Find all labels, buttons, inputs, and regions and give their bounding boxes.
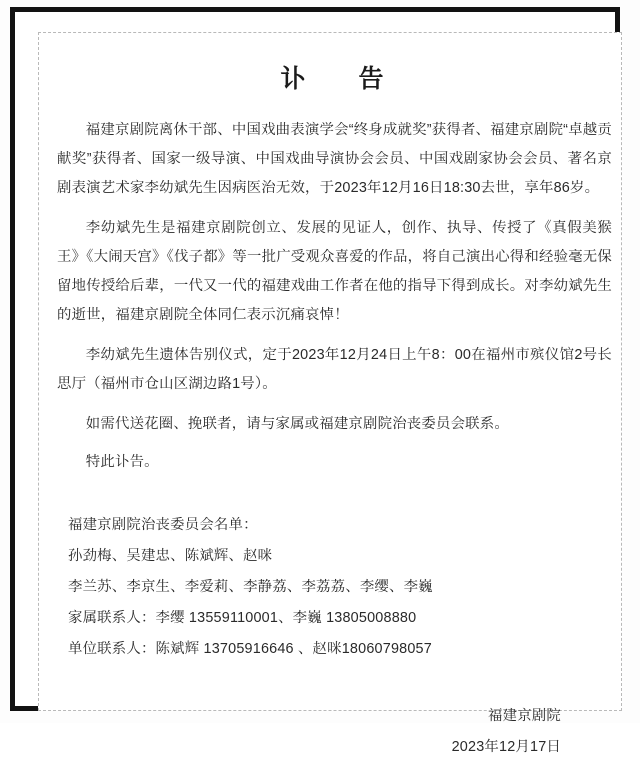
committee-members-line-1: 孙劲梅、吴建忠、陈斌辉、赵咪 bbox=[68, 548, 273, 564]
paragraph-4: 如需代送花圈、挽联者，请与家属或福建京剧院治丧委员会联系。 bbox=[85, 416, 509, 432]
family-contact-line: 家属联系人：李缨 13559110001、李巍 13805008880 bbox=[68, 610, 417, 626]
committee-members-line-2: 李兰苏、李京生、李爱莉、李静荔、李荔荔、李缨、李巍 bbox=[68, 579, 433, 595]
signature-organization: 福建京剧院 bbox=[488, 708, 561, 724]
outer-border-frame bbox=[10, 7, 620, 755]
signature-block bbox=[43, 701, 621, 763]
paragraph-5: 特此讣告。 bbox=[85, 454, 159, 470]
signature-date: 2023年12月17日 bbox=[451, 739, 561, 755]
paragraph-1: 福建京剧院离休干部、中国戏曲表演学会“终身成就奖”获得者、福建京剧院“卓越贡献奖”获得者、国家一级导演、中国戏曲导演协会会员、中国戏剧家协会会员、著名京剧表演艺术家李幼斌先生因病医治无效，于2023年12月16日18:30去世，享年86岁。 bbox=[57, 122, 612, 196]
body-paragraphs bbox=[43, 116, 621, 477]
committee-heading: 福建京剧院治丧委员会名单： bbox=[68, 517, 258, 533]
page-title: 讣 告 bbox=[280, 65, 398, 93]
committee-list bbox=[43, 510, 621, 665]
organization-contact-line: 单位联系人：陈斌辉 13705916646 、赵咪18060798057 bbox=[68, 641, 432, 657]
paragraph-3: 李幼斌先生遗体告别仪式，定于2023年12月24日上午8：00在福州市殡仪馆2号长思厅（福州市仓山区湖边路1号）。 bbox=[57, 347, 612, 392]
document-sheet bbox=[43, 36, 621, 755]
paragraph-2: 李幼斌先生是福建京剧院创立、发展的见证人，创作、执导、传授了《真假美猴王》《大闹天宫》《伐子都》等一批广受观众喜爱的作品，将自己演出心得和经验毫无保留地传授给后辈，一代又一代的福建戏曲工作者在他的指导下得到成长。对李幼斌先生的逝世，福建京剧院全体同仁表示沉痛哀悼！ bbox=[57, 220, 612, 323]
